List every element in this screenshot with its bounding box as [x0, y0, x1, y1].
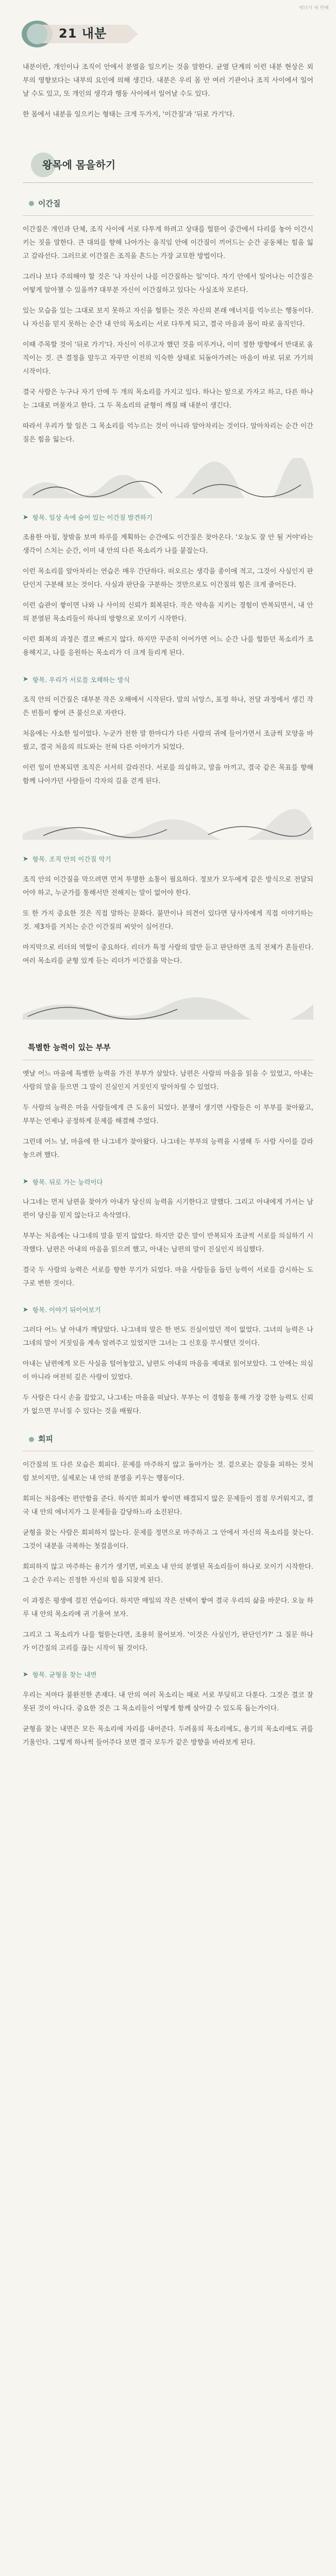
paragraph: 나그네는 먼저 남편을 찾아가 아내가 당신의 능력을 시기한다고 말했다. 그리고 아내에게 가서는 남편이 당신을 믿지 않는다고 속삭였다.	[23, 1198, 313, 1219]
paragraph: 이때 주목할 것이 '뒤로 가기'다. 자신이 이루고자 했던 것을 미루거나, 이미 정한 방향에서 반대로 움직이는 것. 큰 결정을 앞두고 자꾸만 이전의 익숙한 상태로 되돌아가려는 마음이 바로 뒤로 가기의 시작이다.	[23, 341, 313, 376]
ink-landscape-icon	[23, 800, 313, 840]
subheading-2	[29, 1432, 313, 1447]
paragraph: 이런 일이 반복되면 조직은 서서히 갈라진다. 서로를 의심하고, 말을 아끼고, 결국 같은 목표를 향해 함께 나아가던 사람들이 각자의 길을 걷게 된다.	[23, 764, 313, 785]
paragraph: 회피하지 않고 마주하는 용기가 생기면, 비로소 내 안의 분열된 목소리들이 하나로 모이기 시작한다. 그 순간 우리는 진정한 자신의 힘을 되찾게 된다.	[23, 1563, 313, 1584]
section-divider	[23, 182, 313, 183]
callout-4-text: 항목. 뒤로 가는 능력이다	[32, 1178, 103, 1186]
paragraph: 두 사람은 다시 손을 잡았고, 나그네는 마을을 떠났다. 부부는 이 경험을 통해 가장 강한 능력도 신뢰가 없으면 무너질 수 있다는 것을 배웠다.	[23, 1394, 313, 1416]
paragraph: 균형을 찾는 사람은 회피하지 않는다. 문제를 정면으로 마주하고 그 안에서 자신의 목소리를 찾는다. 그것이 내분을 극복하는 첫걸음이다.	[23, 1529, 313, 1550]
arrow-icon: ➤	[23, 513, 28, 521]
arrow-icon: ➤	[23, 1306, 28, 1314]
paragraph: 옛날 어느 마을에 특별한 능력을 가진 부부가 살았다. 남편은 사람의 마음을 읽을 수 있었고, 아내는 사람의 말을 들으면 그 말이 진실인지 거짓인지 알아차릴 수 있었다.	[23, 1070, 313, 1092]
section-title: 왕목에 몸을하기	[42, 159, 116, 171]
arrow-icon: ➤	[23, 1670, 28, 1679]
paragraph: 결국 사람은 누구나 자기 안에 두 개의 목소리를 가지고 있다. 하나는 앞으로 가자고 하고, 다른 하나는 그대로 머물자고 한다. 그 두 목소리의 균형이 깨질 때 내분이 생긴다.	[23, 388, 313, 410]
callout-5-text: 항목. 이야기 뒤이어보기	[32, 1306, 101, 1314]
callout-4	[23, 1176, 313, 1189]
arrow-icon: ➤	[23, 1178, 28, 1186]
paragraph: 이간질은 개인과 단체, 조직 사이에 서로 다투게 하려고 상대를 헐뜯어 중간에서 다리를 놓아 이간시키는 짓을 말한다. 큰 대의를 향해 나아가는 움직임 안에 이간질이 끼어드는 순간 공동체는 힘을 잃고 갈라선다. 그러므로 이간질은 조직을 흔드는 가장 교묘한 방법이다.	[23, 225, 313, 260]
paragraph: 이런 습관이 쌓이면 나와 나 사이의 신뢰가 회복된다. 작은 약속을 지키는 경험이 반복되면서, 내 안의 분열된 목소리들이 하나의 방향으로 모이기 시작한다.	[23, 602, 313, 623]
callout-3-text: 항목. 조직 안의 이간질 막기	[32, 855, 111, 863]
paragraph: 마지막으로 리더의 역할이 중요하다. 리더가 특정 사람의 말만 듣고 판단하면 조직 전체가 흔들린다. 여러 목소리를 균형 있게 듣는 리더가 이간질을 막는다.	[23, 943, 313, 965]
paragraph: 이간질의 또 다른 모습은 회피다. 문제를 마주하지 않고 돌아가는 것. 겉으로는 갈등을 피하는 것처럼 보이지만, 실제로는 내 안의 분열을 키우는 행동이다.	[23, 1461, 313, 1482]
chapter-heading	[23, 19, 336, 49]
paragraph: 따라서 우리가 할 일은 그 목소리를 억누르는 것이 아니라 알아차리는 것이다. 알아차리는 순간 이간질은 힘을 잃는다.	[23, 422, 313, 444]
paragraph: 조직 안의 이간질은 대부분 작은 오해에서 시작된다. 말의 뉘앙스, 표정 하나, 전달 과정에서 생긴 작은 빈틈이 쌓여 큰 불신으로 자란다.	[23, 696, 313, 717]
callout-3	[23, 853, 313, 866]
callout-1	[23, 512, 313, 524]
paragraph: 아내는 남편에게 모든 사실을 털어놓았고, 남편도 아내의 마음을 제대로 읽어보았다. 그 안에는 의심이 아니라 여전히 깊은 사랑이 있었다.	[23, 1360, 313, 1382]
subheading-2-text: 회피	[38, 1434, 53, 1444]
paragraph: 결국 두 사람의 능력은 서로를 향한 무기가 되었다. 마을 사람들을 돕던 능력이 서로를 감시하는 도구로 변한 것이다.	[23, 1266, 313, 1287]
paragraph: 두 사람의 능력은 마을 사람들에게 큰 도움이 되었다. 분쟁이 생기면 사람들은 이 부부를 찾아왔고, 부부는 언제나 공정하게 문제를 해결해 주었다.	[23, 1104, 313, 1126]
paragraph: 그러나 보다 주의해야 할 것은 '나 자신이 나를 이간질하는 일'이다. 자기 안에서 일어나는 이간질은 어떻게 알아챌 수 있을까? 대부분 자신이 이간질하고 있다는 사실조차 모른다.	[23, 273, 313, 294]
paragraph: 조용한 아침, 창밖을 보며 하루를 계획하는 순간에도 이간질은 찾아온다. '오늘도 잘 안 될 거야'라는 생각이 스치는 순간, 이미 내 안의 다른 목소리가 나를 붙잡는다.	[23, 534, 313, 555]
ink-landscape-icon	[23, 979, 313, 1020]
story-box-title: 특별한 능력이 있는 부부	[28, 1042, 111, 1052]
chapter-title: 21 내분	[59, 26, 107, 41]
paragraph: 또 한 가지 중요한 것은 직접 말하는 문화다. 불만이나 의견이 있다면 당사자에게 직접 이야기하는 것. 제3자를 거치는 순간 이간질의 씨앗이 심어진다.	[23, 909, 313, 931]
callout-2	[23, 673, 313, 686]
intro-paragraph-2: 한 몸에서 내분을 일으키는 형태는 크게 두가지, '이간질'과 '뒤로 가기'다.	[23, 111, 235, 118]
paragraph: 이런 목소리를 알아차리는 연습은 매우 간단하다. 떠오르는 생각을 종이에 적고, 그것이 사실인지 판단인지 구분해 보는 것이다. 사실과 판단을 구분하는 것만으로도 이간질의 힘은 크게 줄어든다.	[23, 568, 313, 589]
bullet-icon	[29, 201, 34, 206]
section-heading	[31, 152, 336, 177]
subheading-1	[29, 196, 313, 211]
intro-paragraph-1: 내분이란, 개인이나 조직이 안에서 분열을 일으키는 것을 말한다. 균열 단계의 이런 내분 현상은 외부의 영향보다는 내부의 요인에 의해 생긴다. 내분은 우리 몸 안 여러 기관이나 조직 사이에서 일어날 수도 있고, 또 개인의 생각과 행동 사이에서 일어날 수도 있다.	[23, 63, 313, 98]
page-label: 에너지 세 번째	[299, 6, 329, 11]
paragraph: 그런데 어느 날, 마을에 한 나그네가 찾아왔다. 나그네는 부부의 능력을 시샘해 두 사람 사이를 갈라놓으려 했다.	[23, 1138, 313, 1160]
arrow-icon: ➤	[23, 855, 28, 863]
paragraph: 회피는 처음에는 편안함을 준다. 하지만 회피가 쌓이면 해결되지 않은 문제들이 점점 무거워지고, 결국 내 안의 에너지가 그 문제들을 감당하느라 소진된다.	[23, 1495, 313, 1516]
paragraph: 그러다 어느 날 아내가 깨달았다. 나그네의 말은 한 번도 진실이었던 적이 없었다. 그녀의 능력은 나그네의 말이 거짓임을 계속 알려주고 있었지만 그녀는 그 신호를 무시했던 것이다.	[23, 1326, 313, 1348]
paragraph: 이 과정은 평생에 걸친 연습이다. 하지만 매일의 작은 선택이 쌓여 결국 우리의 삶을 바꾼다. 오늘 하루 내 안의 목소리에 귀 기울여 보자.	[23, 1597, 313, 1618]
sub-divider	[23, 215, 313, 216]
paragraph: 처음에는 사소한 일이었다. 누군가 전한 말 한마디가 다른 사람의 귀에 들어가면서 조금씩 모양을 바꿨고, 결국 처음의 의도와는 전혀 다른 이야기가 되었다.	[23, 730, 313, 751]
bullet-icon	[29, 1437, 34, 1442]
story-box	[23, 1040, 313, 1061]
callout-6	[23, 1669, 313, 1682]
callout-6-text: 항목. 균형을 찾는 내면	[32, 1671, 97, 1679]
paragraph: 있는 모습을 있는 그대로 보지 못하고 자신을 헐뜯는 것은 자신의 본래 에너지를 억누르는 행동이다. 나 자신을 믿지 못하는 순간 내 안의 목소리는 서로 다투게 되고, 결국 마음과 몸이 따로 움직인다.	[23, 307, 313, 328]
subheading-1-text: 이간질	[38, 199, 61, 208]
callout-5	[23, 1304, 313, 1317]
paragraph: 이런 회복의 과정은 결코 빠르지 않다. 하지만 꾸준히 이어가면 어느 순간 나를 헐뜯던 목소리가 조용해지고, 나를 응원하는 목소리가 더 크게 들리게 된다.	[23, 636, 313, 657]
paragraph: 조직 안의 이간질을 막으려면 먼저 투명한 소통이 필요하다. 정보가 모두에게 같은 방식으로 전달되어야 하고, 누군가를 통해서만 전해지는 말이 없어야 한다.	[23, 875, 313, 897]
callout-2-text: 항목. 우리가 서로를 오해하는 방식	[32, 675, 130, 684]
arrow-icon: ➤	[23, 675, 28, 684]
paragraph: 균형을 찾는 내면은 모든 목소리에 자리를 내어준다. 두려움의 목소리에도, 용기의 목소리에도 귀를 기울인다. 그렇게 하나씩 들어주다 보면 결국 모두가 같은 방향을 바라보게 된다.	[23, 1725, 313, 1747]
paragraph: 우리는 저마다 불완전한 존재다. 내 안의 여러 목소리는 때로 서로 부딪히고 다툰다. 그것은 결코 잘못된 것이 아니다. 중요한 것은 그 목소리들이 어떻게 함께 살아갈 수 있도록 돕는가이다.	[23, 1691, 313, 1713]
ink-landscape-icon	[23, 458, 313, 498]
callout-1-text: 항목. 일상 속에 숨어 있는 이간질 발견하기	[32, 513, 153, 521]
paragraph: 부부는 처음에는 나그네의 말을 믿지 않았다. 하지만 같은 말이 반복되자 조금씩 서로를 의심하기 시작했다. 남편은 아내의 마음을 읽으려 했고, 아내는 남편의 말이 진실인지 의심했다.	[23, 1232, 313, 1253]
paragraph: 그리고 그 목소리가 나를 헐뜯는다면, 조용히 물어보자. '이것은 사실인가, 판단인가?' 그 질문 하나가 이간질의 고리를 끊는 시작이 될 것이다.	[23, 1631, 313, 1652]
